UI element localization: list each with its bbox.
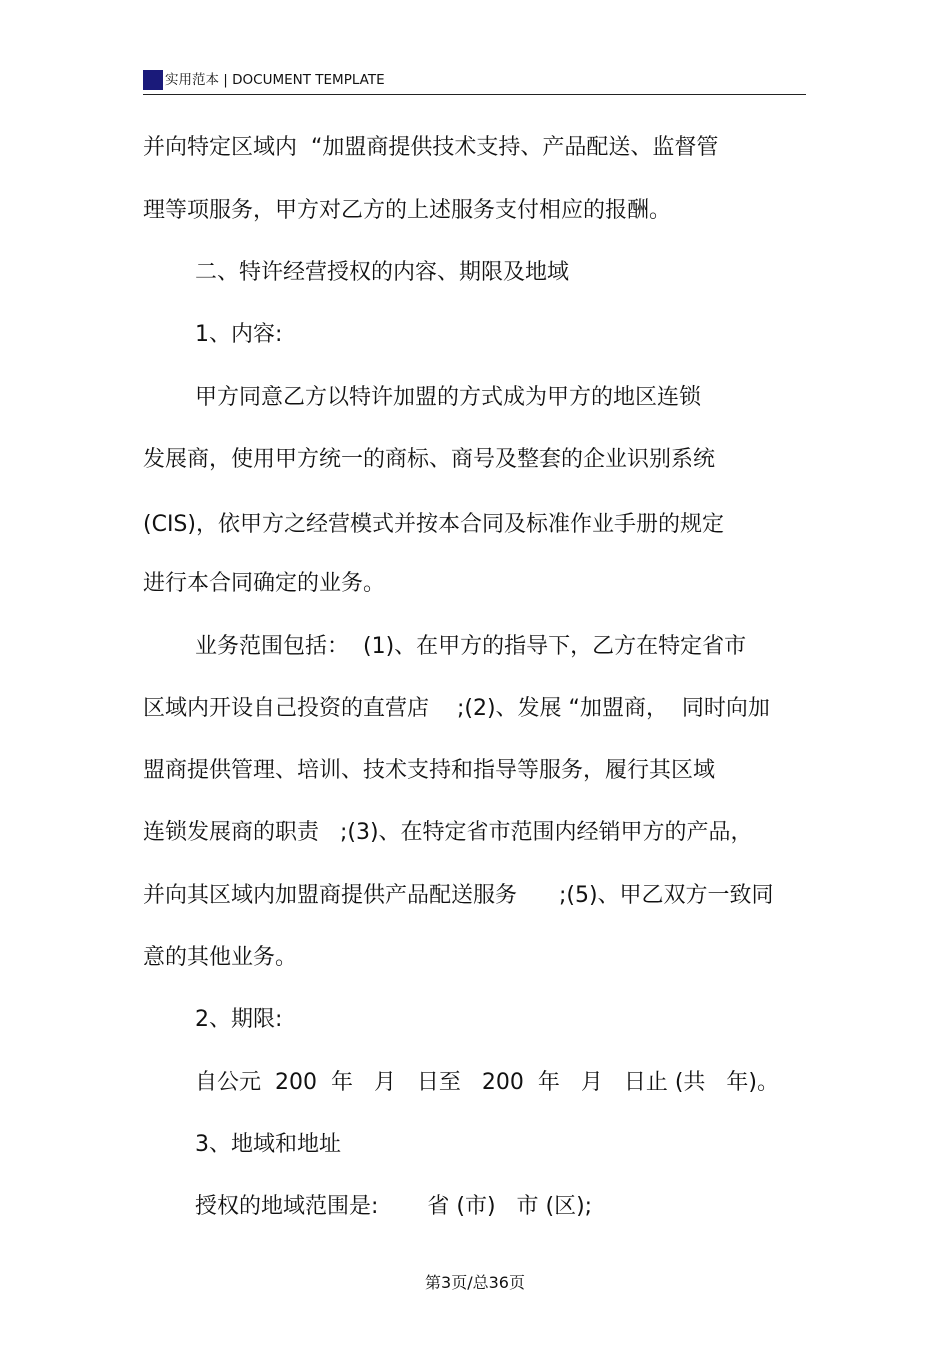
body-line-6: 发展商，使用甲方统一的商标、商号及整套的企业识别系统 xyxy=(143,447,716,472)
body-line-5: 甲方同意乙方以特许加盟的方式成为甲方的地区连锁 xyxy=(195,385,702,410)
body-line-10: 区域内开设自己投资的直营店 ;(2)、发展 “加盟商， 同时向加 xyxy=(143,696,770,721)
page-header xyxy=(143,68,806,95)
page-number: 第3页/总36页 xyxy=(425,1273,525,1292)
body-line-14: 意的其他业务。 xyxy=(143,945,298,970)
body-line-9: 业务范围包括： (1)、在甲方的指导下，乙方在特定省市 xyxy=(195,634,747,659)
body-line-1: 并向特定区域内 “加盟商提供技术支持、产品配送、监督管 xyxy=(143,135,719,160)
header-title: 实用范本 | DOCUMENT TEMPLATE xyxy=(165,72,385,88)
body-line-2: 理等项服务，甲方对乙方的上述服务支付相应的报酬。 xyxy=(143,198,672,223)
subheading-term: 2、期限: xyxy=(195,1007,283,1032)
body-line-13: 并向其区域内加盟商提供产品配送服务 ;(5)、甲乙双方一致同 xyxy=(143,883,774,908)
subheading-territory: 3、地域和地址 xyxy=(195,1132,341,1157)
body-line-11: 盟商提供管理、培训、技术支持和指导等服务，履行其区域 xyxy=(143,758,716,783)
subheading-content: 1、内容: xyxy=(195,322,283,347)
section-heading-2: 二、特许经营授权的内容、期限及地域 xyxy=(195,260,570,285)
body-line-18: 授权的地域范围是: 省 (市) 市 (区); xyxy=(195,1194,593,1219)
body-line-16: 自公元 200 年 月 日至 200 年 月 日止 (共 年)。 xyxy=(195,1070,779,1095)
logo-icon xyxy=(143,70,163,90)
body-line-8: 进行本合同确定的业务。 xyxy=(143,571,386,596)
body-line-12: 连锁发展商的职责 ;(3)、在特定省市范围内经销甲方的产品， xyxy=(143,820,753,845)
body-line-7: (CIS)，依甲方之经营模式并按本合同及标准作业手册的规定 xyxy=(143,512,724,537)
